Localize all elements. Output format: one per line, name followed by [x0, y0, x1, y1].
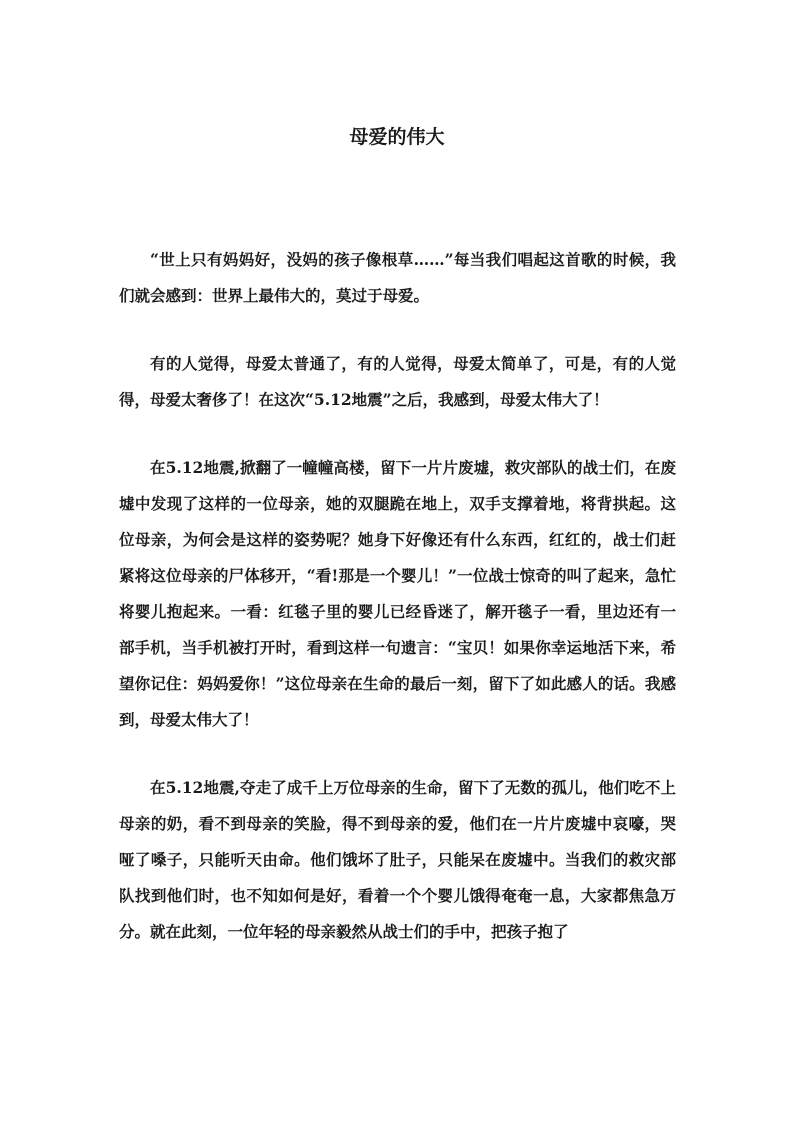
- paragraph-1: “世上只有妈妈好，没妈的孩子像根草……”每当我们唱起这首歌的时候，我们就会感到：世界上最伟大的，莫过于母爱。: [119, 250, 676, 305]
- paragraph-4: 在5.12地震,夺走了成千上万位母亲的生命，留下了无数的孤儿，他们吃不上母亲的奶，看不到母亲的笑脸，得不到母亲的爱，他们在一片片废墟中哀嚎，哭哑了嗓子，只能听天由命。他们饿坏了肚子，只能呆在废墟中。当我们的救灾部队找到他们时，也不知如何是好，看着一个个婴儿饿得奄奄一息，大家都焦急万分。就在此刻，一位年轻的母亲毅然从战士们的手中，把孩子抱了: [119, 778, 676, 941]
- document-body: [119, 242, 676, 982]
- paragraph-3: 在5.12地震,掀翻了一幢幢高楼，留下一片片废墟，救灾部队的战士们，在废墟中发现了这样的一位母亲，她的双腿跪在地上，双手支撑着地，将背拱起。这位母亲，为何会是这样的姿势呢？她身下好像还有什么东西，红红的，战士们赶紧将这位母亲的尸体移开，“看!那是一个婴儿！”一位战士惊奇的叫了起来，急忙将婴儿抱起来。一看：红毯子里的婴儿已经昏迷了，解开毯子一看，里边还有一部手机，当手机被打开时，看到这样一句遗言：“宝贝！如果你幸运地活下来，希望你记住：妈妈爱你！”这位母亲在生命的最后一刻，留下了如此感人的话。我感到，母爱太伟大了！: [119, 458, 676, 729]
- paragraph-2: 有的人觉得，母爱太普通了，有的人觉得，母爱太简单了，可是，有的人觉得，母爱太奢侈了！在这次“5.12地震”之后，我感到，母爱太伟大了！: [119, 354, 676, 409]
- document-title: 母爱的伟大: [349, 126, 445, 148]
